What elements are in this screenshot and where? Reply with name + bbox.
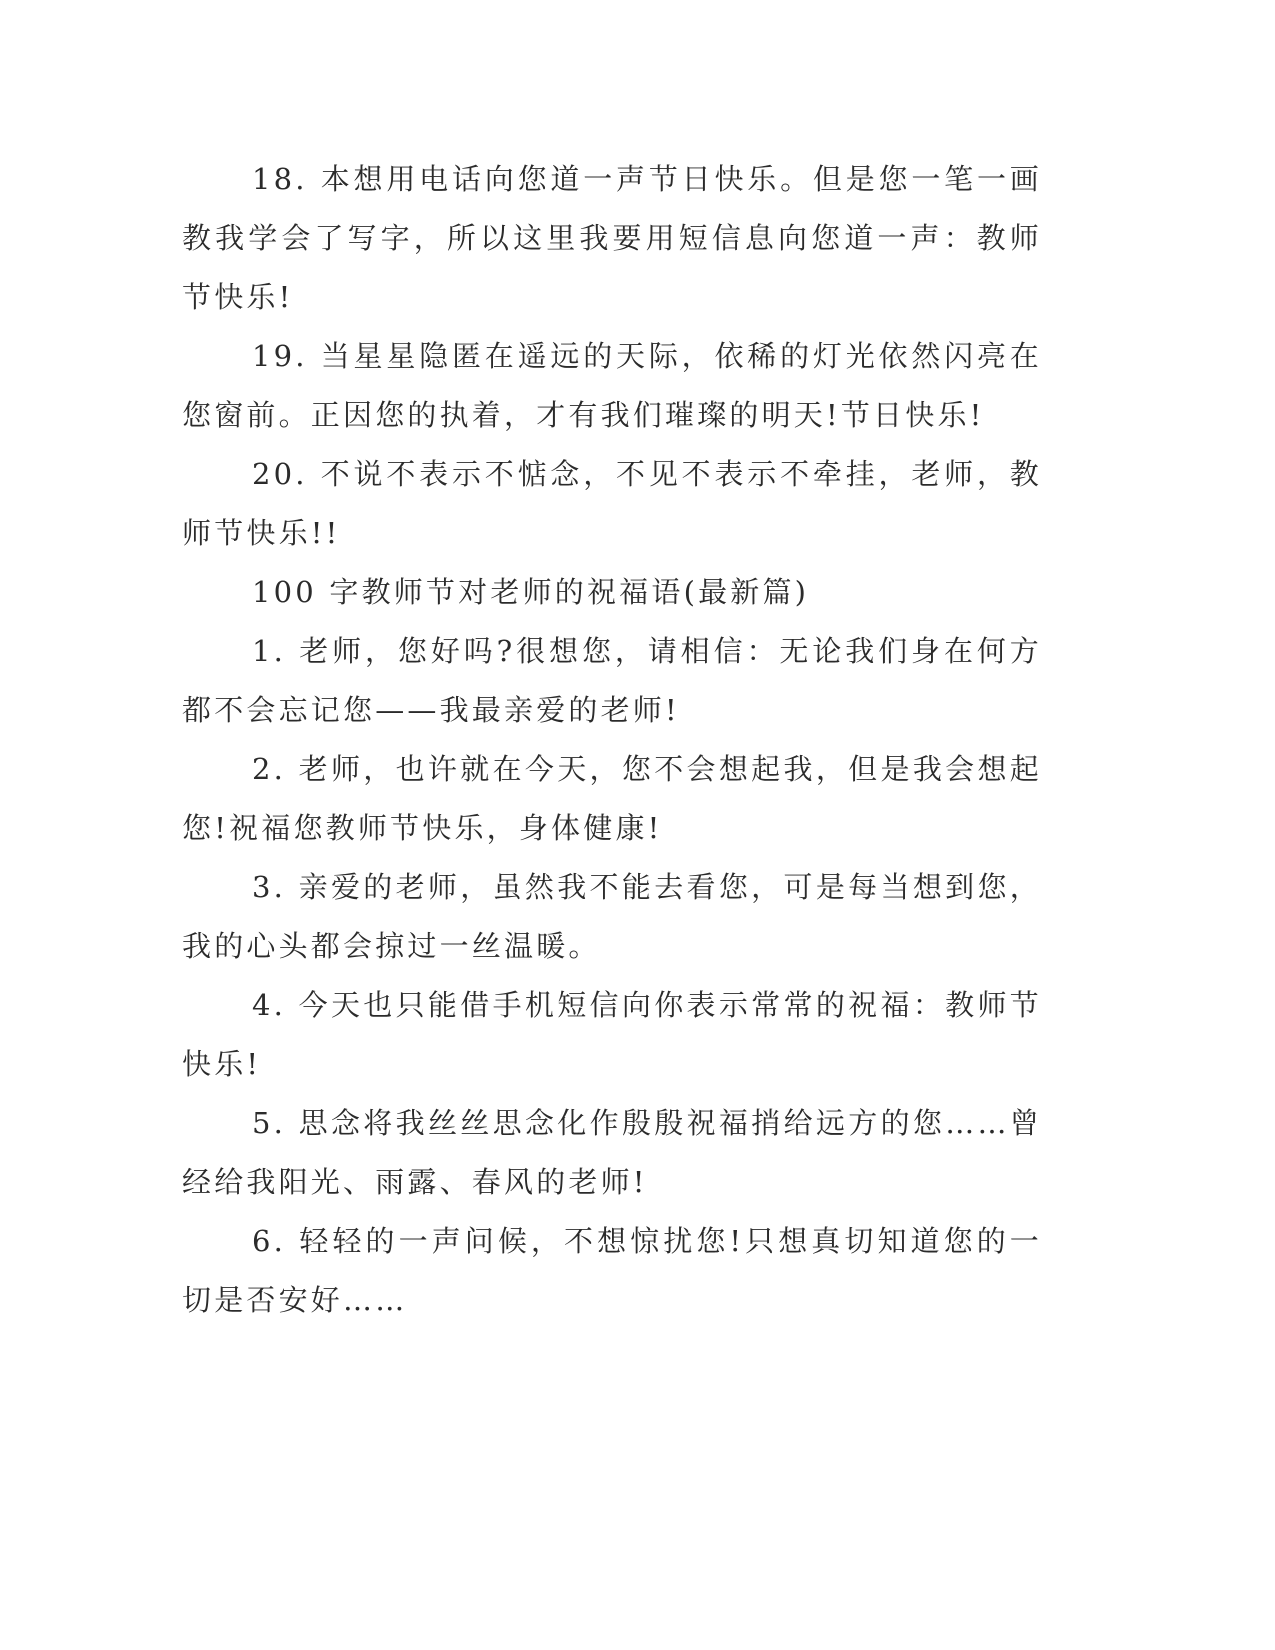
paragraph-wish-20: 20. 不说不表示不惦念，不见不表示不牵挂，老师，教师节快乐!! [182,457,1042,550]
paragraph-wish-19: 19. 当星星隐匿在遥远的天际，依稀的灯光依然闪亮在您窗前。正因您的执着，才有我们璀璨的明天!节日快乐! [182,339,1042,432]
paragraph-wish-3: 3. 亲爱的老师，虽然我不能去看您，可是每当想到您，我的心头都会掠过一丝温暖。 [182,870,1042,963]
document-body [182,150,1042,1330]
paragraph-wish-4: 4. 今天也只能借手机短信向你表示常常的祝福：教师节快乐! [182,988,1042,1081]
paragraph-wish-1: 1. 老师，您好吗?很想您，请相信：无论我们身在何方都不会忘记您——我最亲爱的老师! [182,634,1042,727]
paragraph-wish-18: 18. 本想用电话向您道一声节日快乐。但是您一笔一画教我学会了写字，所以这里我要用短信息向您道一声：教师节快乐! [182,162,1042,314]
paragraph-wish-5: 5. 思念将我丝丝思念化作殷殷祝福捎给远方的您……曾经给我阳光、雨露、春风的老师! [182,1106,1042,1199]
paragraph-wish-6: 6. 轻轻的一声问候，不想惊扰您!只想真切知道您的一切是否安好…… [182,1224,1042,1317]
section-heading: 100 字教师节对老师的祝福语(最新篇) [252,575,810,609]
paragraph-wish-2: 2. 老师，也许就在今天，您不会想起我，但是我会想起您!祝福您教师节快乐，身体健康! [182,752,1042,845]
